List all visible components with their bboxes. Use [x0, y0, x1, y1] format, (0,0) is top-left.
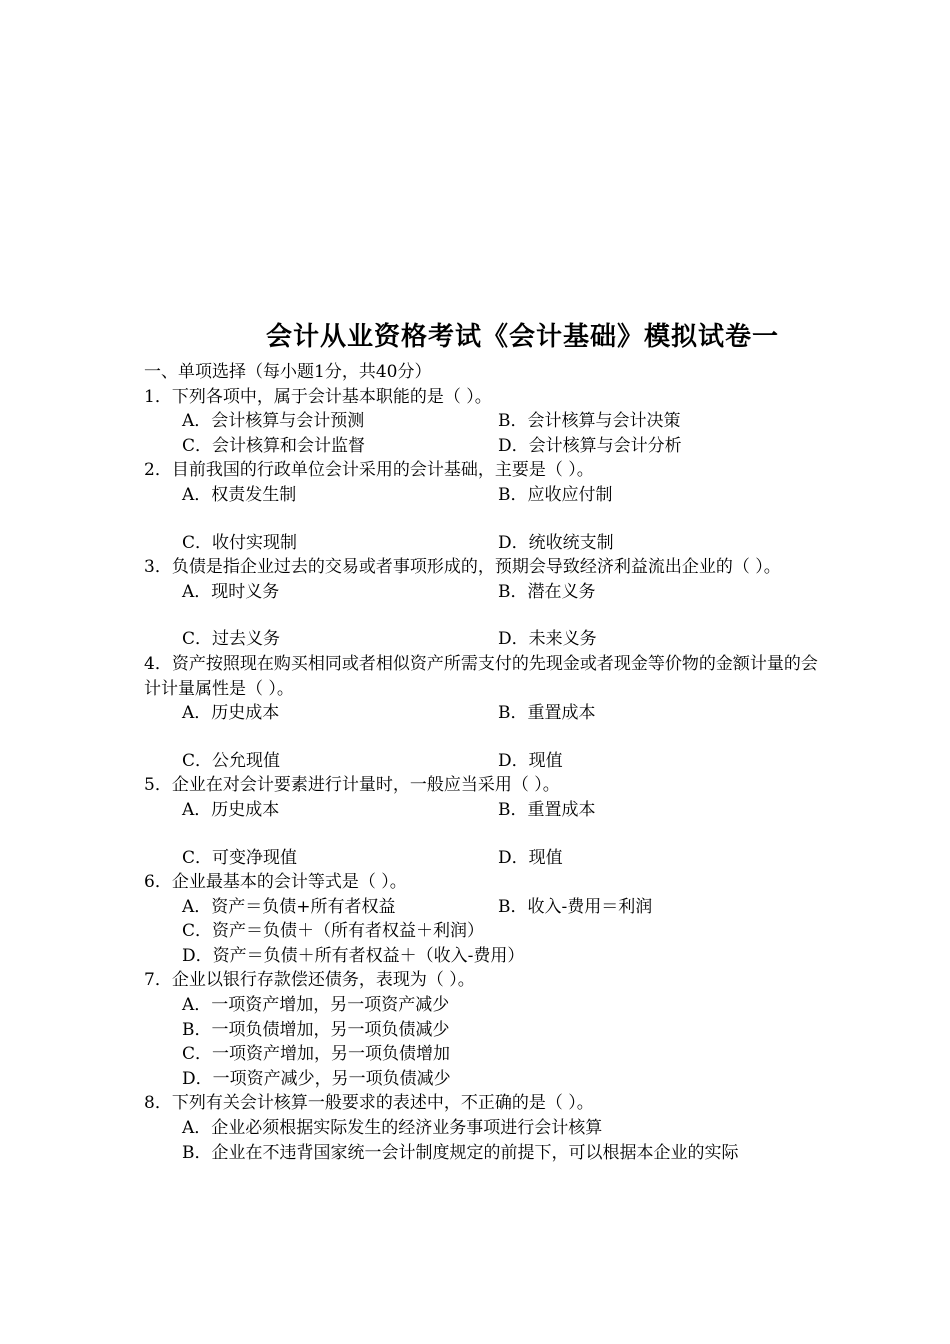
question-6-option-c: C．资产＝负债＋（所有者权益＋利润）: [182, 921, 485, 942]
question-3-option-b: B．潜在义务: [498, 581, 596, 602]
question-8-option-a: A．企业必须根据实际发生的经济业务事项进行会计核算: [182, 1118, 603, 1139]
question-1-option-d: D．会计核算与会计分析: [498, 435, 682, 456]
question-4-stem: 4．资产按照现在购买相同或者相似资产所需支付的先现金或者现金等价物的金额计量的会计计量属性是（ ）。: [144, 653, 818, 699]
question-6-options-ab: [144, 895, 824, 920]
question-6-option-a: A．资产＝负债+所有者权益: [182, 896, 396, 917]
question-5-option-c: C．可变净现值: [182, 847, 298, 868]
question-1-option-b: B．会计核算与会计决策: [498, 411, 681, 432]
question-8-option-b: B．企业在不违背国家统一会计制度规定的前提下，可以根据本企业的实际: [182, 1142, 739, 1163]
question-5-option-d: D．现值: [498, 847, 563, 868]
question-2-option-d: D．统收统支制: [498, 532, 614, 553]
question-5-option-b: B．重置成本: [498, 799, 596, 820]
question-4-option-c: C．公允现值: [182, 750, 281, 771]
question-3-stem: 3．负债是指企业过去的交易或者事项形成的，预期会导致经济利益流出企业的（ ）。: [144, 557, 781, 578]
question-1-stem: 1．下列各项中，属于会计基本职能的是（ ）。: [144, 386, 492, 407]
exam-content: [144, 360, 824, 1165]
question-4-option-d: D．现值: [498, 750, 563, 771]
question-3-option-a: A．现时义务: [182, 581, 280, 602]
question-3-options-cd: [144, 627, 824, 652]
question-2-option-a: A．权责发生制: [182, 484, 297, 505]
question-2-option-c: C．收付实现制: [182, 532, 298, 553]
question-5-stem: 5．企业在对会计要素进行计量时，一般应当采用（ ）。: [144, 775, 560, 796]
question-5-options-ab: [144, 798, 824, 823]
question-2-stem: 2．目前我国的行政单位会计采用的会计基础，主要是（ ）。: [144, 460, 594, 481]
question-6-stem: 6．企业最基本的会计等式是（ ）。: [144, 872, 407, 893]
question-7-option-b: B．一项负债增加，另一项负债减少: [182, 1019, 450, 1040]
question-6-option-d: D．资产＝负债＋所有者权益＋（收入-费用）: [182, 945, 525, 966]
question-1-option-c: C．会计核算和会计监督: [182, 435, 366, 456]
question-5-options-cd: [144, 846, 824, 871]
question-3-option-c: C．过去义务: [182, 629, 281, 650]
question-2-options-ab: [144, 483, 824, 508]
question-4-options-cd: [144, 749, 824, 774]
question-7-option-a: A．一项资产增加，另一项资产减少: [182, 995, 450, 1016]
question-1-option-a: A．会计核算与会计预测: [182, 411, 365, 432]
question-4-option-b: B．重置成本: [498, 703, 596, 724]
question-2-options-cd: [144, 531, 824, 556]
question-2-option-b: B．应收应付制: [498, 484, 613, 505]
section-heading: 一、单项选择（每小题1分，共40分）: [144, 362, 432, 382]
question-3-options-ab: [144, 580, 824, 605]
question-4-options-ab: [144, 701, 824, 726]
question-4-option-a: A．历史成本: [182, 703, 280, 724]
question-1-options-cd: [144, 434, 824, 459]
exam-title: 会计从业资格考试《会计基础》模拟试卷一: [265, 322, 779, 352]
question-8-stem: 8．下列有关会计核算一般要求的表述中，不正确的是（ ）。: [144, 1093, 594, 1114]
question-1-options-ab: [144, 409, 824, 434]
question-6-option-b: B．收入-费用＝利润: [498, 896, 653, 917]
question-5-option-a: A．历史成本: [182, 799, 280, 820]
question-3-option-d: D．未来义务: [498, 629, 597, 650]
question-7-option-d: D．一项资产减少，另一项负债减少: [182, 1068, 451, 1089]
question-7-option-c: C．一项资产增加，另一项负债增加: [182, 1044, 451, 1065]
question-7-stem: 7．企业以银行存款偿还债务，表现为（ ）。: [144, 970, 475, 991]
